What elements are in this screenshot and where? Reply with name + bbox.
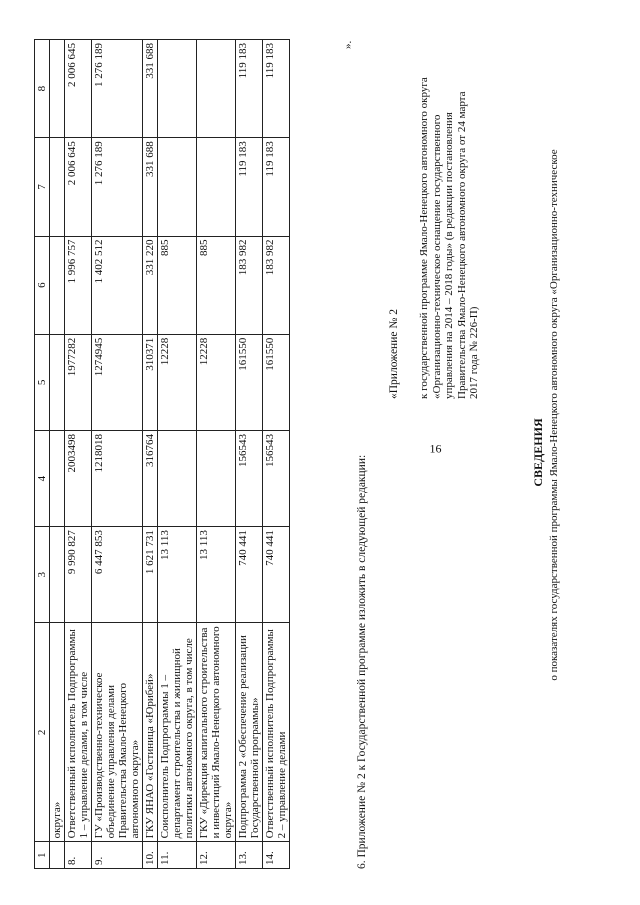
closing-quote-mark: ».: [342, 40, 354, 49]
cell-value: 119 183: [263, 40, 290, 138]
cell-value: 1 621 731: [143, 527, 158, 623]
row-number: 13.: [236, 842, 263, 869]
cell-value: 156543: [263, 430, 290, 526]
cell-value: 156543: [236, 430, 263, 526]
cell-value: 119 183: [236, 138, 263, 236]
cell-value: 1 996 757: [65, 236, 92, 334]
col-header: 3: [35, 527, 50, 623]
cell-value: 1 276 189: [92, 138, 143, 236]
appendix-title: «Приложение № 2: [388, 309, 400, 399]
cell-value: 331 688: [143, 40, 158, 138]
cell-value: 119 183: [236, 40, 263, 138]
col-header: 5: [35, 334, 50, 430]
cell-value: 310371: [143, 334, 158, 430]
cell-value: 119 183: [263, 138, 290, 236]
table-row: [158, 40, 197, 869]
cell-value: 1274945: [92, 334, 143, 430]
funding-table: [34, 39, 290, 869]
cell-value: [50, 40, 65, 138]
cell-value: 2003498: [65, 430, 92, 526]
table-row: [65, 40, 92, 869]
table-row: [92, 40, 143, 869]
cell-value: [50, 527, 65, 623]
cell-value: [50, 430, 65, 526]
cell-value: [158, 40, 197, 138]
cell-value: 183 982: [236, 236, 263, 334]
cell-value: 12228: [197, 334, 236, 430]
cell-value: 316764: [143, 430, 158, 526]
cell-value: [197, 40, 236, 138]
cell-value: 183 982: [263, 236, 290, 334]
cell-value: 1 276 189: [92, 40, 143, 138]
table-header-row: [35, 40, 50, 869]
cell-value: 12228: [158, 334, 197, 430]
table-row: [236, 40, 263, 869]
row-number: 14.: [263, 842, 290, 869]
cell-value: 6 447 853: [92, 527, 143, 623]
col-header: 2: [35, 623, 50, 842]
row-name: Соисполнитель Подпрограммы 1 – департамент строительства и жилищной политики автономного округа, в том числе: [158, 623, 197, 842]
col-header: 6: [35, 236, 50, 334]
row-number: 8.: [65, 842, 92, 869]
row-number: 9.: [92, 842, 143, 869]
table-row: [197, 40, 236, 869]
svedeniya-title: СВЕДЕНИЯ: [531, 418, 545, 487]
row-name: Ответственный исполнитель Подпрограммы 2 – управление делами: [263, 623, 290, 842]
cell-value: 885: [197, 236, 236, 334]
table-row: [143, 40, 158, 869]
row-name: округа»: [50, 623, 65, 842]
row-number: 11.: [158, 842, 197, 869]
table-row: [263, 40, 290, 869]
cell-value: [197, 138, 236, 236]
cell-value: 740 441: [236, 527, 263, 623]
row-number: 12.: [197, 842, 236, 869]
cell-value: [50, 138, 65, 236]
cell-value: 9 990 827: [65, 527, 92, 623]
row-name: Подпрограмма 2 «Обеспечение реализации Государственной программы»: [236, 623, 263, 842]
cell-value: 13 113: [197, 527, 236, 623]
cell-value: 161550: [236, 334, 263, 430]
col-header: 4: [35, 430, 50, 526]
cell-value: 161550: [263, 334, 290, 430]
cell-value: 1218018: [92, 430, 143, 526]
col-header: 1: [35, 842, 50, 869]
row-number: [50, 842, 65, 869]
col-header: 7: [35, 138, 50, 236]
cell-value: [50, 236, 65, 334]
cell-value: 1 402 512: [92, 236, 143, 334]
table-row: [50, 40, 65, 869]
page-number: 16: [429, 441, 442, 456]
cell-value: [158, 138, 197, 236]
cell-value: 885: [158, 236, 197, 334]
cell-value: 331 220: [143, 236, 158, 334]
cell-value: 1977282: [65, 334, 92, 430]
cell-value: 331 688: [143, 138, 158, 236]
row-name: ГУ «Производственно-техническое объединение управления делами Правительства Ямало-Ненецкого автономного округа»: [92, 623, 143, 842]
svedeniya-subtitle: о показателях государственной программы Ямало-Ненецкого автономного округа «Организационно-техническое: [548, 149, 560, 681]
cell-value: [158, 430, 197, 526]
row-name: ГКУ «Дирекция капитального строительства и инвестиций Ямало-Ненецкого автономного округа»: [197, 623, 236, 842]
cell-value: 13 113: [158, 527, 197, 623]
col-header: 8: [35, 40, 50, 138]
cell-value: 2 006 645: [65, 138, 92, 236]
cell-value: 2 006 645: [65, 40, 92, 138]
row-number: 10.: [143, 842, 158, 869]
appendix-body: к государственной программе Ямало-Ненецкого автономного округа «Организационно-техническое оснащение государственного управления на 2014 – 2018 годы» (в редакции постановления Правительства Ямало-Ненецкого автономного округа от 24 марта 2017 года № 226-П): [418, 77, 480, 399]
row-name: ГКУ ЯНАО «Гостиница «Юрибей»: [143, 623, 158, 842]
cell-value: [197, 430, 236, 526]
row-name: Ответственный исполнитель Подпрограммы 1 – управление делами, в том числе: [65, 623, 92, 842]
item-6-text: 6. Приложение № 2 к Государственной программе изложить в следующей редакции:: [356, 454, 368, 869]
cell-value: [50, 334, 65, 430]
cell-value: 740 441: [263, 527, 290, 623]
